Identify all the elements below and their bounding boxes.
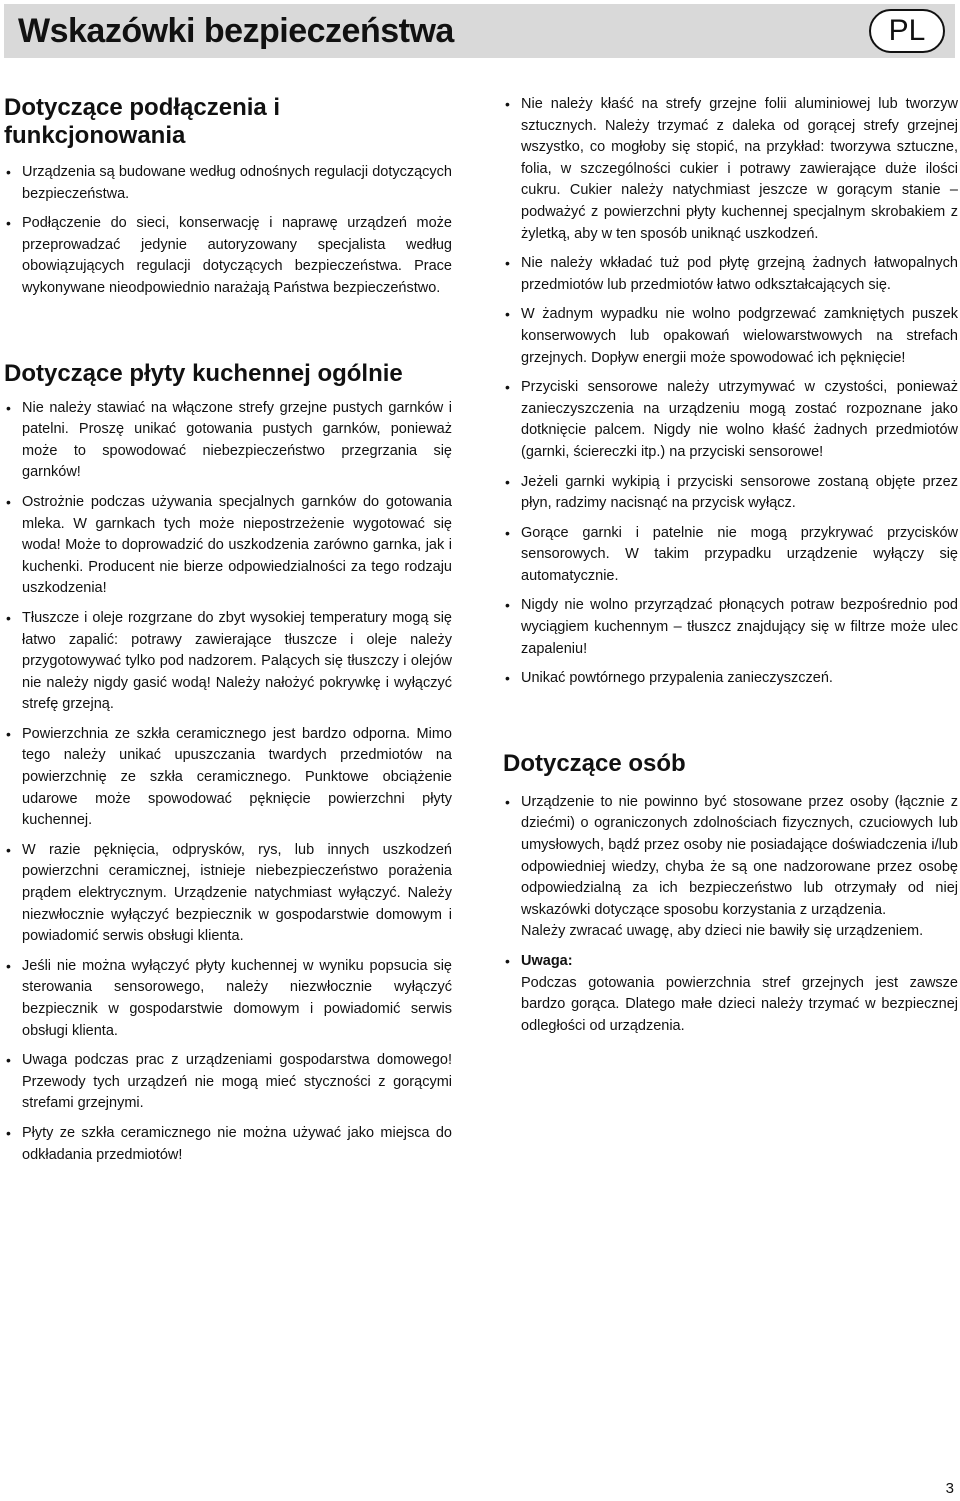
- bullet-icon: •: [505, 96, 510, 112]
- language-badge: PL: [869, 9, 945, 53]
- list-item: • Nie należy wkładać tuż pod płytę grzejną żadnych łatwopalnych przedmiotów lub przedmiotów łatwo odkształcających się.: [505, 255, 958, 293]
- bullet-icon: •: [505, 306, 510, 323]
- bullet-icon: •: [505, 597, 510, 614]
- bullet-icon: •: [6, 609, 11, 626]
- list-item: • W żadnym wypadku nie wolno podgrzewać zamkniętych puszek konserwowych lub opakowań wielowarstwowych na strefach grzejnych. Dopływ energii może spowodować ich pęknięcie!: [505, 306, 958, 366]
- list-item: • Powierzchnia ze szkła ceramicznego jest bardzo odporna. Mimo tego należy unikać upuszczania twardych przedmiotów na powierzchnię ze szkła ceramicznego. Punktowe obciążenie udarowe może spowodować pęknięcie powierzchni płyty kuchennej.: [6, 725, 452, 829]
- list-item: • Nie należy stawiać na włączone strefy grzejne pustych garnków i patelni. Proszę unikać gotowania pustych garnków, ponieważ może to spowodować niebezpieczeństwo przegrzania się garnków!: [6, 399, 452, 481]
- cooktop-continued-list: [503, 94, 958, 690]
- section-heading-connection: Dotyczące podłączenia i funkcjonowania: [4, 94, 281, 149]
- list-item: • Przyciski sensorowe należy utrzymywać w czystości, ponieważ zanieczyszczenia na urządzeniu mogą zostać rozpoznane jako dotknięcie palcem. Nigdy nie wolno kłaść żadnych przedmiotów (garnki, ściereczki itp.) na przyciski sensorowe!: [505, 379, 958, 460]
- list-item: • Unikać powtórnego przypalenia zanieczyszczeń.: [503, 668, 958, 690]
- bullet-icon: •: [6, 399, 11, 416]
- list-item: • W razie pęknięcia, odprysków, rys, lub innych uszkodzeń powierzchni ceramicznej, istnieje niebezpieczeństwo porażenia prądem elektrycznym. Urządzenie natychmiast wyłączyć. Należy niezwłocznie wyłączyć bezpiecznik w gospodarstwie domowym i powiadomić serwis obsługi klienta.: [6, 841, 452, 945]
- page-title: Wskazówki bezpieczeństwa: [18, 12, 454, 50]
- bullet-icon: •: [6, 1052, 11, 1069]
- bullet-icon: •: [505, 379, 510, 396]
- note-text: Należy zwracać uwagę, aby dzieci nie bawiły się urządzeniem.: [521, 923, 924, 940]
- bullet-icon: •: [505, 670, 510, 687]
- bullet-icon: •: [6, 725, 11, 742]
- bullet-icon: •: [6, 957, 11, 974]
- list-item: • Uwaga podczas prac z urządzeniami gospodarstwa domowego! Przewody tych urządzeń nie mogą mieć styczności z gorącymi strefami grzejnymi.: [6, 1052, 452, 1112]
- header-bar: [4, 4, 955, 58]
- list-item: • Uwaga: Podczas gotowania powierzchnia stref grzejnych jest zawsze bardzo gorąca. Dlatego małe dzieci należy trzymać w bezpiecznej odległości od urządzenia.: [505, 953, 958, 1034]
- bullet-icon: •: [505, 473, 510, 490]
- left-column: [4, 94, 452, 1174]
- list-item: • Nie należy kłaść na strefy grzejne folii aluminiowej lub tworzyw sztucznych. Należy trzymać z daleka od gorącej strefy grzejnej wszystko, co mogłoby się stopić, na przykład: tworzywa sztuczne, folia, w szczególności cukier i potrawy zawierające duże ilości cukru. Cukier należy natychmiast jeszcze w gorącym stanie – podważyć z powierzchni płyty kuchennej specjalnym skrobakiem z żyletką, aby w ten sposób uniknąć uszkodzeń.: [505, 96, 958, 242]
- page-number: 3: [945, 1480, 954, 1497]
- bullet-icon: •: [6, 215, 11, 232]
- list-item: • Nigdy nie wolno przyrządzać płonących potraw bezpośrednio pod wyciągiem kuchennym – tłuszcz znajdujący się w filtrze może ulec zapaleniu!: [505, 597, 958, 657]
- bullet-icon: •: [505, 524, 510, 541]
- right-column: [503, 94, 958, 1045]
- bullet-icon: •: [6, 841, 11, 858]
- section-heading-persons: Dotyczące osób: [503, 749, 686, 777]
- bullet-icon: •: [6, 1124, 11, 1141]
- list-item: • Ostrożnie podczas używania specjalnych garnków do gotowania mleka. W garnkach tych może niepostrzeżenie wygotować się woda! Może to doprowadzić do uszkodzenia zarówno garnka, jak i kuchenki. Producent nie bierze odpowiedzialności za tego rodzaju uszkodzenia!: [6, 493, 452, 597]
- bullet-icon: •: [6, 493, 11, 510]
- list-item: • Jeżeli garnki wykipią i przyciski sensorowe zostaną objęte przez płyn, radzimy nacisnąć na przycisk wyłącz.: [505, 473, 958, 512]
- list-item: • Podłączenie do sieci, konserwację i naprawę urządzeń może przeprowadzać jedynie autoryzowany specjalista według obowiązujących regulacji dotyczących bezpieczeństwa. Prace wykonywane nieodpowiednio narażają Państwa bezpieczeństwo.: [6, 215, 452, 296]
- list-item: • Tłuszcze i oleje rozgrzane do zbyt wysokiej temperatury mogą się łatwo zapalić: potrawy zawierające tłuszcze i oleje należy przygotowywać tylko pod nadzorem. Palących się tłuszczy i olejów nie należy nigdy gasić wodą! Należy nałożyć pokrywkę i wyłączyć strefę grzejną.: [6, 609, 452, 713]
- bullet-icon: •: [6, 164, 11, 180]
- cooktop-list: [4, 398, 452, 1167]
- list-item: • Płyty ze szkła ceramicznego nie można używać jako miejsca do odkładania przedmiotów!: [6, 1124, 452, 1163]
- list-item: • Gorące garnki i patelnie nie mogą przykrywać przycisków sensorowych. W takim przypadku urządzenie wyłączy się automatycznie.: [505, 524, 958, 584]
- list-item: • Jeśli nie można wyłączyć płyty kuchennej w wyniku popsucia się sterowania sensorowego, należy niezwłocznie wyłączyć bezpiecznik w gospodarstwie domowym i powiadomić serwis obsługi klienta.: [6, 957, 452, 1039]
- bullet-icon: •: [505, 255, 510, 272]
- list-item: • Urządzenie to nie powinno być stosowane przez osoby (łącznie z dziećmi) o ograniczonych zdolnościach fizycznych, czuciowych lub umysłowych, bądź przez osoby nie posiadające doświadczenia i/lub odpowiedniej wiedzy, chyba że są one nadzorowane przez osobę odpowiedzialną za ich bezpieczeństwo lub otrzymały od niej wskazówki dotyczące sposobu korzystania z urządzenia. Należy zwracać uwagę, aby dzieci nie bawiły się urządzeniem.: [503, 792, 958, 943]
- persons-list: [503, 792, 958, 1038]
- bullet-icon: •: [505, 793, 510, 810]
- list-item: • Urządzenia są budowane według odnośnych regulacji dotyczących bezpieczeństwa.: [6, 164, 452, 202]
- connection-list: [4, 162, 452, 300]
- section-heading-cooktop: Dotyczące płyty kuchennej ogólnie: [4, 359, 403, 387]
- warning-label: Uwaga:: [521, 953, 573, 969]
- bullet-icon: •: [505, 953, 510, 969]
